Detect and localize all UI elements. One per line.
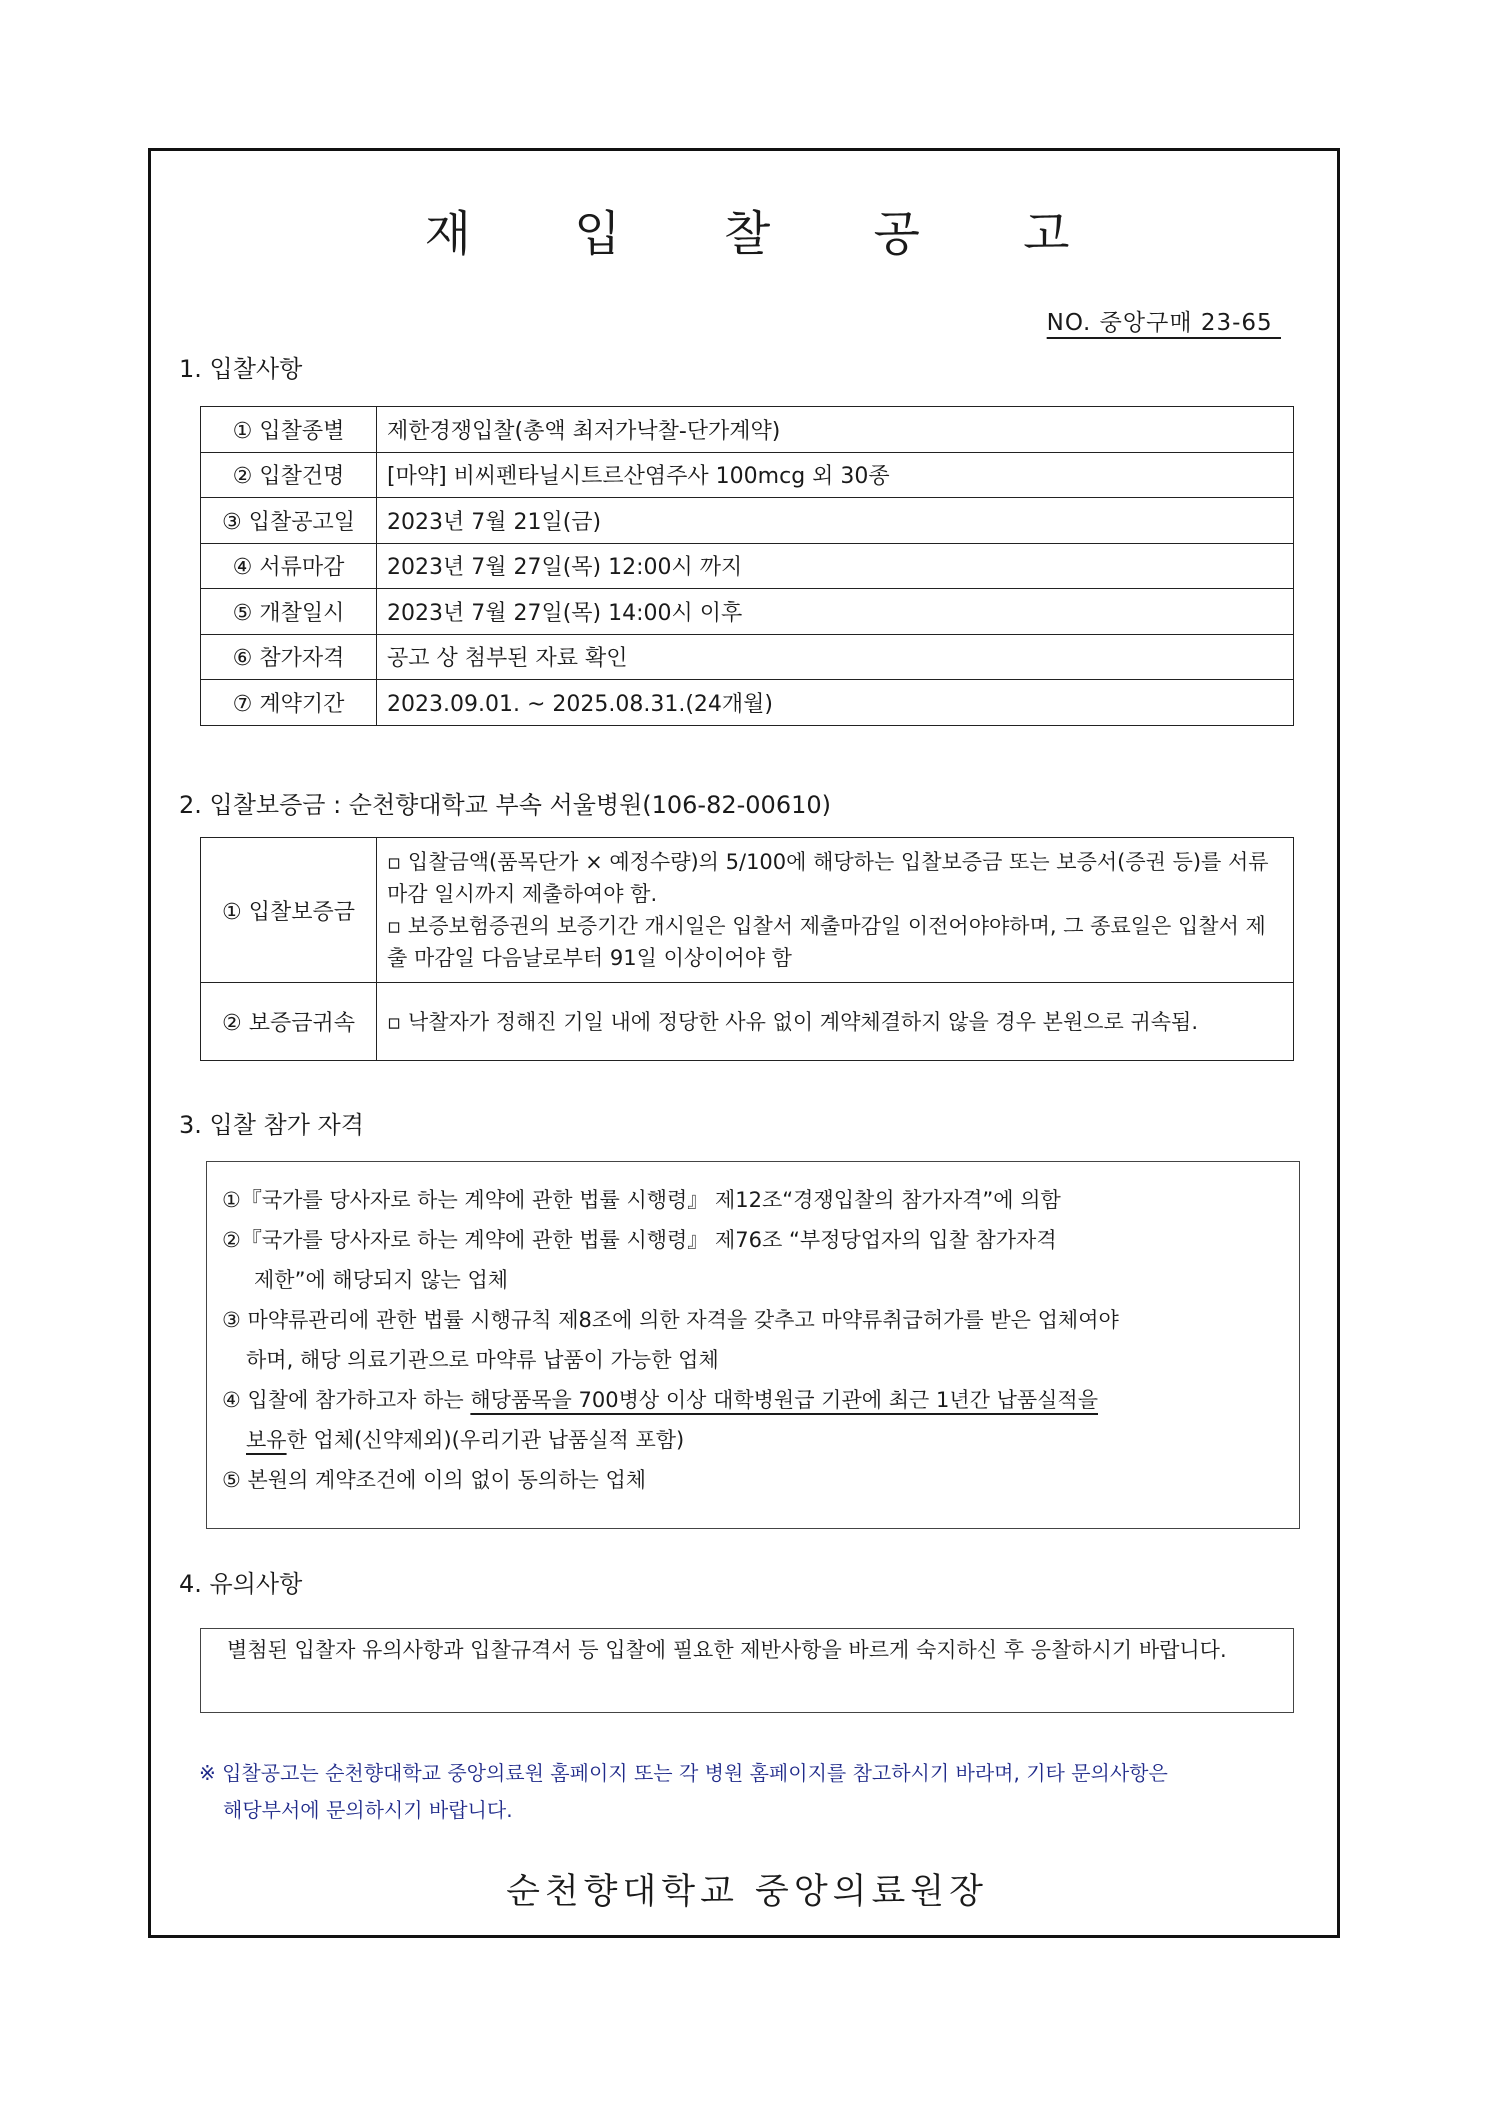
qualification-item: ①『국가를 당사자로 하는 계약에 관한 법률 시행령』 제12조“경쟁입찰의 참가자격”에 의함	[222, 1188, 1061, 1212]
reference-line: 해당부서에 문의하시기 바랍니다.	[223, 1798, 513, 1822]
qualification-item-continued	[222, 1420, 1299, 1460]
row-label: ⑥ 참가자격	[201, 634, 377, 680]
signature: 순천향대학교 중앙의료원장	[506, 1872, 988, 1912]
row-value: 2023년 7월 21일(금)	[377, 498, 1294, 544]
section4-heading: 4. 유의사항	[179, 1570, 303, 1598]
table-row	[201, 498, 1294, 544]
bid-bond-table	[200, 837, 1294, 1061]
qualification-item	[222, 1380, 1299, 1420]
qualification-item: ②『국가를 당사자로 하는 계약에 관한 법률 시행령』 제76조 “부정당업자의 입찰 참가자격	[222, 1228, 1057, 1252]
qualification-item-continued: 하며, 해당 의료기관으로 마약류 납품이 가능한 업체	[246, 1348, 719, 1372]
row-label: ④ 서류마감	[201, 543, 377, 589]
qualification-box	[206, 1161, 1300, 1529]
table-row	[201, 680, 1294, 726]
row-value	[377, 983, 1294, 1061]
item4-underlined-text: 해당품목을 700병상 이상 대학병원급 기관에 최근 1년간 납품실적을	[470, 1388, 1098, 1412]
table-row	[201, 407, 1294, 453]
table-row	[201, 543, 1294, 589]
document-number: NO. 중앙구매 23-65	[1046, 310, 1281, 336]
notice-frame	[148, 148, 1340, 1938]
row-value: 2023년 7월 27일(목) 14:00시 이후	[377, 589, 1294, 635]
reference-line: ※ 입찰공고는 순천향대학교 중앙의료원 홈페이지 또는 각 병원 홈페이지를 참고하시기 바라며, 기타 문의사항은	[199, 1761, 1168, 1785]
reference-note	[199, 1755, 1168, 1829]
row-label: ③ 입찰공고일	[201, 498, 377, 544]
table-row	[201, 634, 1294, 680]
qualification-item: ③ 마약류관리에 관한 법률 시행규칙 제8조에 의한 자격을 갖추고 마약류취급허가를 받은 업체여야	[222, 1308, 1119, 1332]
bond-item: ▫ 낙찰자가 정해진 기일 내에 정당한 사유 없이 계약체결하지 않을 경우 본원으로 귀속됨.	[387, 1009, 1199, 1034]
notice-box: 별첨된 입찰자 유의사항과 입찰규격서 등 입찰에 필요한 제반사항을 바르게 숙지하신 후 응찰하시기 바랍니다.	[200, 1628, 1294, 1713]
row-value	[377, 838, 1294, 983]
section2-heading: 2. 입찰보증금 : 순천향대학교 부속 서울병원(106-82-00610)	[179, 791, 831, 819]
table-row	[201, 452, 1294, 498]
row-value: 2023.09.01. ~ 2025.08.31.(24개월)	[377, 680, 1294, 726]
row-label: ② 보증금귀속	[201, 983, 377, 1061]
bond-item: ▫ 입찰금액(품목단가 × 예정수량)의 5/100에 해당하는 입찰보증금 또는 보증서(증권 등)를 서류마감 일시까지 제출하여야 함.	[387, 850, 1269, 906]
row-label: ① 입찰보증금	[201, 838, 377, 983]
section3-heading: 3. 입찰 참가 자격	[179, 1111, 364, 1139]
qualification-item: ⑤ 본원의 계약조건에 이의 없이 동의하는 업체	[222, 1468, 647, 1492]
row-value: 2023년 7월 27일(목) 12:00시 까지	[377, 543, 1294, 589]
row-value: 제한경쟁입찰(총액 최저가낙찰-단가계약)	[377, 407, 1294, 453]
item4-underlined-text: 보유	[246, 1428, 287, 1452]
item4-prefix: ④ 입찰에 참가하고자 하는	[222, 1388, 471, 1412]
row-label: ② 입찰건명	[201, 452, 377, 498]
row-label: ⑦ 계약기간	[201, 680, 377, 726]
row-value: [마약] 비씨펜타닐시트르산염주사 100mcg 외 30종	[377, 452, 1294, 498]
table-row	[201, 589, 1294, 635]
row-label: ① 입찰종별	[201, 407, 377, 453]
row-label: ⑤ 개찰일시	[201, 589, 377, 635]
bond-item: ▫ 보증보험증권의 보증기간 개시일은 입찰서 제출마감일 이전어야야하며, 그 종료일은 입찰서 제출 마감일 다음날로부터 91일 이상이어야 함	[387, 914, 1266, 970]
bid-info-table	[200, 406, 1294, 726]
page-title: 재 입 찰 공 고	[424, 206, 1114, 262]
row-value: 공고 상 첨부된 자료 확인	[377, 634, 1294, 680]
item4-suffix: 한 업체(신약제외)(우리기관 납품실적 포함)	[286, 1428, 685, 1452]
table-row	[201, 838, 1294, 983]
table-row	[201, 983, 1294, 1061]
qualification-item-continued: 제한”에 해당되지 않는 업체	[254, 1268, 509, 1292]
section1-heading: 1. 입찰사항	[179, 355, 303, 383]
